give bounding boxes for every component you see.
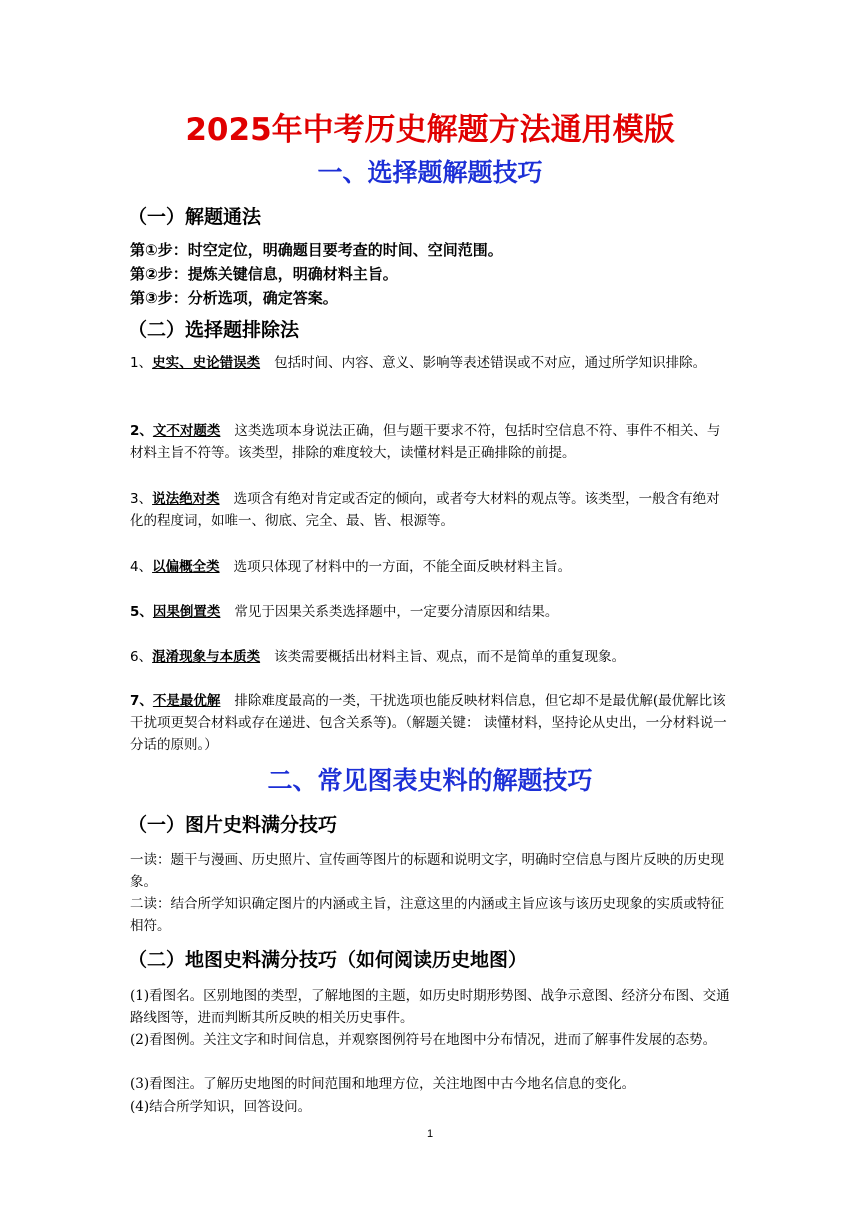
item-text: 选项含有绝对肯定或否定的倾向，或者夸大材料的观点等。该类型，一般含有绝对化的程度词，如唯一、彻底、完全、最、皆、根源等。: [130, 491, 720, 529]
item-number: 6、: [130, 649, 153, 665]
item-tag: 史实、史论错误类: [152, 355, 261, 371]
page-number: 1: [426, 1128, 434, 1140]
exclusion-item-7: [130, 690, 732, 756]
section2-sub2-heading: （二）地图史料满分技巧（如何阅读历史地图）: [128, 949, 528, 971]
map-reading-step-3: (3)看图注。了解历史地图的时间范围和地理方位，关注地图中古今地名信息的变化。: [130, 1076, 636, 1092]
step-1: 第①步：时空定位，明确题目要考查的时间、空间范围。: [130, 241, 503, 259]
section1-sub2-heading: （二）选择题排除法: [128, 319, 300, 341]
step-2: 第②步：提炼关键信息，明确材料主旨。: [130, 265, 398, 283]
map-reading-step-2: (2)看图例。关注文字和时间信息，并观察图例符号在地图中分布情况，进而了解事件发展的态势。: [130, 1032, 717, 1048]
item-text: 这类选项本身说法正确，但与题干要求不符，包括时空信息不符、事件不相关、与材料主旨不符等。该类型，排除的难度较大，读懂材料是正确排除的前提。: [130, 423, 721, 461]
item-number: 7、: [130, 693, 153, 709]
exclusion-item-1: [130, 352, 732, 374]
exclusion-item-5: [130, 601, 732, 623]
item-tag: 文不对题类: [152, 423, 221, 439]
section1-heading: 一、选择题解题技巧: [317, 158, 543, 187]
exclusion-item-3: [130, 488, 732, 532]
section2-heading: 二、常见图表史料的解题技巧: [267, 766, 593, 795]
map-reading-step-4: (4)结合所学知识，回答设问。: [130, 1099, 312, 1115]
section1-sub1-heading: （一）解题通法: [128, 206, 262, 228]
item-text: 排除难度最高的一类，干扰选项也能反映材料信息，但它却不是最优解(最优解比该干扰项更契合材料或存在递进、包含关系等)。（解题关键： 读懂材料，坚持论从史出，一分材料说一分话的原则。）: [130, 693, 727, 753]
item-number: 4、: [130, 559, 153, 575]
map-reading-step-1: (1)看图名。区别地图的类型，了解地图的主题，如历史时期形势图、战争示意图、经济分布图、交通路线图等，进而判断其所反映的相关历史事件。: [130, 988, 730, 1026]
item-number: 1、: [130, 355, 153, 371]
image-reading-step-2: 二读：结合所学知识确定图片的内涵或主旨，注意这里的内涵或主旨应该与该历史现象的实质或特征相符。: [130, 896, 724, 934]
item-number: 3、: [130, 491, 153, 507]
section2-sub1-heading: （一）图片史料满分技巧: [128, 814, 338, 836]
item-tag: 以偏概全类: [152, 559, 220, 575]
step-3: 第③步：分析选项，确定答案。: [130, 289, 338, 307]
item-text: 常见于因果关系类选择题中，一定要分清原因和结果。: [234, 604, 559, 620]
exclusion-item-6: [130, 646, 732, 668]
item-text: 该类需要概括出材料主旨、观点，而不是简单的重复现象。: [274, 649, 626, 665]
exclusion-item-4: [130, 556, 732, 578]
item-text: 包括时间、内容、意义、影响等表述错误或不对应，通过所学知识排除。: [274, 355, 707, 371]
item-tag: 因果倒置类: [152, 604, 221, 620]
item-tag: 不是最优解: [152, 693, 221, 709]
image-reading-step-1: 一读：题干与漫画、历史照片、宣传画等图片的标题和说明文字，明确时空信息与图片反映的历史现象。: [130, 852, 724, 890]
exclusion-item-2: [130, 420, 732, 464]
item-number: 2、: [130, 423, 153, 439]
item-number: 5、: [130, 604, 153, 620]
item-tag: 混淆现象与本质类: [152, 649, 261, 665]
item-text: 选项只体现了材料中的一方面，不能全面反映材料主旨。: [233, 559, 572, 575]
document-title: 2025年中考历史解题方法通用模版: [185, 112, 675, 148]
item-tag: 说法绝对类: [152, 491, 220, 507]
